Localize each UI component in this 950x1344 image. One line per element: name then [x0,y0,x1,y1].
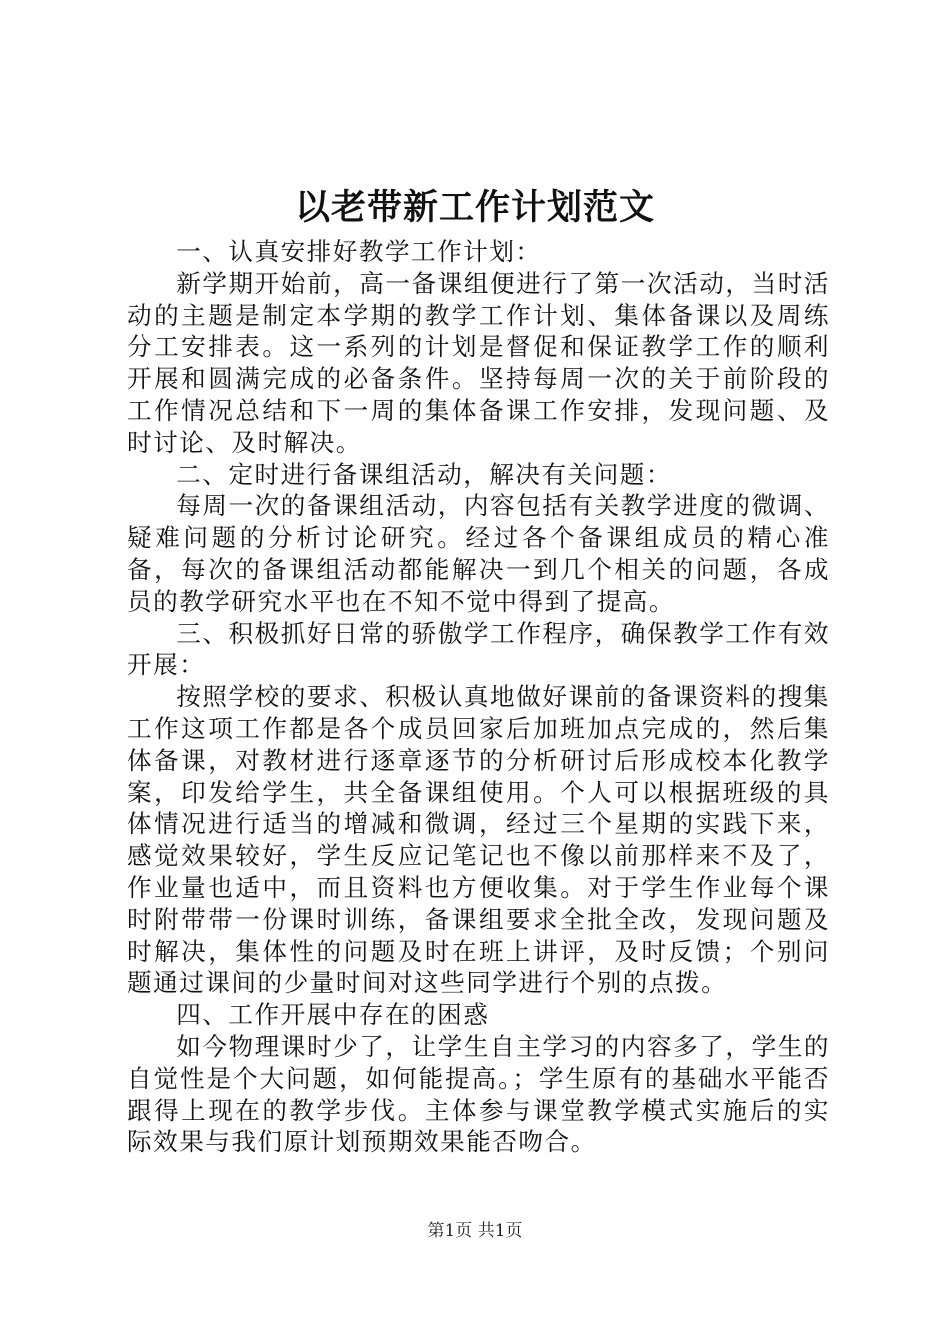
paragraph-1: 新学期开始前，高一备课组便进行了第一次活动，当时活动的主题是制定本学期的教学工作计划、集体备课以及周练分工安排表。这一系列的计划是督促和保证教学工作的顺利开展和圆满完成的必备条件。坚持每周一次的关于前阶段的工作情况总结和下一周的集体备课工作安排，发现问题、及时讨论、及时解决。 [127,268,830,457]
heading-3: 三、积极抓好日常的骄傲学工作程序，确保教学工作有效开展： [127,618,830,680]
paragraph-2: 每周一次的备课组活动，内容包括有关教学进度的微调、疑难问题的分析讨论研究。经过各个备课组成员的精心准备，每次的备课组活动都能解决一到几个相关的问题，各成员的教学研究水平也在不知不觉中得到了提高。 [127,491,830,616]
page-footer: 第1页 共1页 [427,1221,523,1241]
paragraph-4: 如今物理课时少了，让学生自主学习的内容多了，学生的自觉性是个大问题，如何能提高。；学生原有的基础水平能否跟得上现在的教学步伐。主体参与课堂教学模式实施后的实际效果与我们原计划预期效果能否吻合。 [127,1031,830,1157]
heading-4: 四、工作开展中存在的困惑 [176,1000,490,1030]
heading-1: 一、认真安排好教学工作计划： [176,237,542,266]
paragraph-3: 按照学校的要求、积极认真地做好课前的备课资料的搜集工作这项工作都是各个成员回家后加班加点完成的，然后集体备课，对教材进行逐章逐节的分析研讨后形成校本化教学案，印发给学生，共全备课组使用。个人可以根据班级的具体情况进行适当的增减和微调，经过三个星期的实践下来，感觉效果较好，学生反应记笔记也不像以前那样来不及了，作业量也适中，而且资料也方便收集。对于学生作业每个课时附带带一份课时训练，备课组要求全批全改，发现问题及时解决，集体性的问题及时在班上讲评，及时反馈；个别问题通过课间的少量时间对这些同学进行个别的点拨。 [127,682,830,998]
heading-2: 二、定时进行备课组活动，解决有关问题： [176,459,672,489]
document-body [127,236,830,1158]
document-title: 以老带新工作计划范文 [294,187,655,228]
